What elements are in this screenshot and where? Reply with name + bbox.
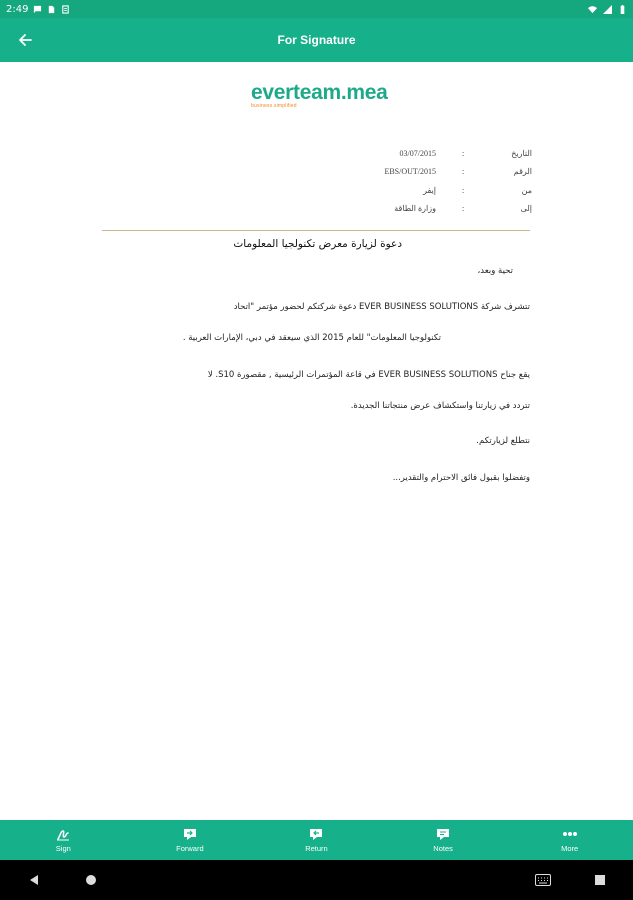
more-button[interactable] (506, 820, 633, 860)
letter-greeting: تحية وبعد، (477, 266, 513, 276)
meta-label: الرقم (513, 167, 532, 176)
triangle-back-icon (29, 874, 39, 886)
meta-row-to (300, 204, 532, 220)
forward-label: Forward (176, 844, 204, 853)
back-button[interactable] (14, 29, 36, 51)
status-bar (0, 0, 633, 18)
notes-button[interactable] (380, 820, 507, 860)
keyboard-switch-button[interactable] (535, 872, 551, 888)
meta-row-from (300, 186, 532, 202)
arrow-back-icon (18, 33, 32, 47)
letter-paragraph-2-line-1: يقع جناح EVER BUSINESS SOLUTIONS في قاعة المؤتمرات الرئيسية , مقصورة S10. لا (207, 370, 530, 380)
meta-value: EBS/OUT/2015 (384, 167, 436, 176)
battery-icon (618, 5, 627, 14)
meta-colon: : (462, 186, 465, 195)
logo-brand: everteam.mea (251, 81, 388, 104)
letter-heading: دعوة لزيارة معرض تكنولجيا المعلومات (233, 238, 402, 250)
meta-label: من (521, 186, 532, 195)
header-divider (102, 230, 530, 231)
forward-button[interactable] (127, 820, 254, 860)
wifi-icon (588, 5, 597, 14)
system-navigation-bar (0, 860, 633, 900)
return-button[interactable] (253, 820, 380, 860)
meta-row-date (300, 149, 532, 165)
meta-value: وزارة الطاقة (394, 204, 436, 213)
meta-label: التاريخ (511, 149, 532, 158)
meta-colon: : (462, 204, 465, 213)
document-viewer[interactable] (0, 62, 633, 820)
circle-home-icon (85, 874, 97, 886)
sign-button[interactable] (0, 820, 127, 860)
page-title: For Signature (277, 33, 356, 47)
signal-icon (603, 5, 612, 14)
sign-icon (56, 827, 70, 841)
meta-row-ref (300, 167, 532, 183)
letter-paragraph-2-line-2: تتردد في زيارتنا واستكشاف عرض منتجاتنا الجديدة. (350, 401, 530, 411)
letter-paragraph-1-line-2: تكنولوجيا المعلومات" للعام 2015 الذي سيعقد في دبي، الإمارات العربية . (182, 333, 441, 343)
more-label: More (561, 844, 579, 853)
return-icon (309, 828, 323, 841)
chat-notification-icon (33, 5, 42, 14)
app-bar (0, 18, 633, 62)
forward-icon (183, 828, 197, 841)
system-back-button[interactable] (26, 872, 42, 888)
notes-icon (436, 828, 450, 841)
company-logo (251, 82, 388, 109)
sign-label: Sign (55, 844, 71, 853)
meta-value: 03/07/2015 (399, 149, 436, 158)
keyboard-icon (535, 874, 551, 886)
more-icon (562, 831, 578, 837)
status-time: 2:49 (6, 3, 29, 15)
letter-closing-2: وتفضلوا بقبول فائق الاحترام والتقدير... (392, 473, 530, 483)
app-notification-icon (61, 5, 70, 14)
logo-tagline: business.simplified (251, 103, 297, 109)
letter-paragraph-1-line-1: تتشرف شركة EVER BUSINESS SOLUTIONS دعوة شركتكم لحضور مؤتمر "اتحاد (233, 302, 530, 312)
sim-notification-icon (47, 5, 56, 14)
return-label: Return (305, 844, 328, 853)
bottom-action-bar (0, 820, 633, 860)
meta-colon: : (462, 167, 465, 176)
meta-colon: : (462, 149, 465, 158)
meta-value: إيفر (423, 186, 436, 195)
meta-label: إلى (520, 204, 532, 213)
system-recents-button[interactable] (592, 872, 608, 888)
notes-label: Notes (433, 844, 453, 853)
square-recents-icon (594, 874, 606, 886)
system-home-button[interactable] (83, 872, 99, 888)
letter-closing-1: نتطلع لزيارتكم. (476, 436, 530, 446)
